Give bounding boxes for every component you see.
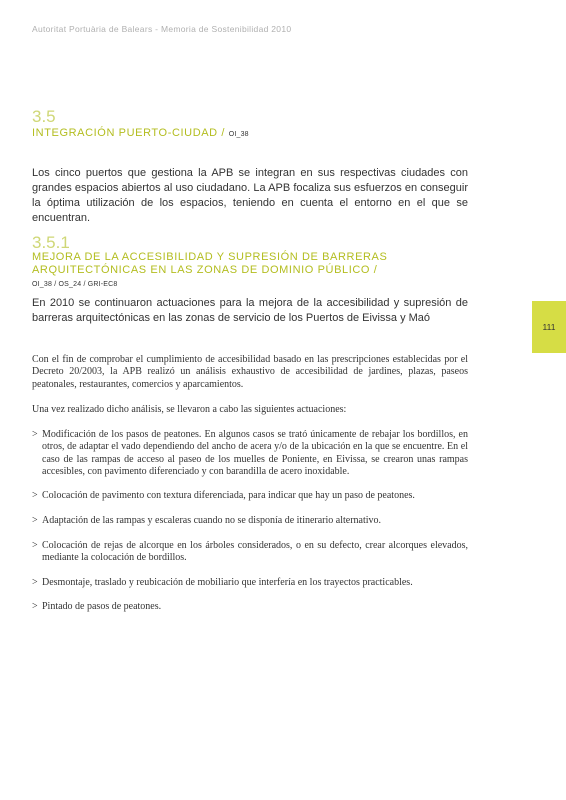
body-paragraph-1: Con el fin de comprobar el cumplimiento de accesibilidad basado en las prescripciones establecidas por el Decreto 20/2003, la APB realizó un análisis exhaustivo de accesibilidad de jardines, plazas, paseos peatonales, restaurantes, comercios y aparcamientos. xyxy=(32,354,468,390)
list-item xyxy=(32,490,468,502)
body-paragraph-2: Una vez realizado dicho análisis, se llevaron a cabo las siguientes actuaciones: xyxy=(32,404,347,415)
list-item-text: Pintado de pasos de peatones. xyxy=(42,601,162,613)
subsection-lead-paragraph: En 2010 se continuaron actuaciones para la mejora de la accesibilidad y supresión de barreras arquitectónicas en las zonas de servicio de los Puertos de Eivissa y Maó xyxy=(32,297,468,324)
subsection-codes: OI_38 / OS_24 / GRI-EC8 xyxy=(32,281,118,288)
list-item xyxy=(32,429,468,478)
section-code: OI_38 xyxy=(228,131,249,138)
section-lead-paragraph: Los cinco puertos que gestiona la APB se integran en sus respectivas ciudades con grandes espacios abiertos al uso ciudadano. La APB focaliza sus esfuerzos en conseguir la óptima utilización de los espacios, teniendo en cuenta el entorno en el que se encuentran. xyxy=(32,167,468,224)
section-title xyxy=(32,127,249,141)
subsection-title xyxy=(32,251,392,291)
bullet-marker: > xyxy=(32,601,38,613)
list-item-text: Modificación de los pasos de peatones. En algunos casos se trató únicamente de rebajar los bordillos, en otros, de adaptar el vado dependiendo del ancho de acera y/o de la ubicación en la que se encuentre. En el caso de las rampas de acceso al paseo de los muelles de Poniente, en Eivissa, se crearon unas rampas accesibles, con pavimento diferenciado y con barandilla de acero inoxidable. xyxy=(42,429,468,477)
list-item-text: Desmontaje, traslado y reubicación de mobiliario que interfería en los trayectos practicables. xyxy=(42,576,413,588)
list-item xyxy=(32,601,468,613)
list-item xyxy=(32,577,468,589)
bullet-marker: > xyxy=(32,490,38,502)
bullet-marker: > xyxy=(32,515,38,527)
section-number: 3.5 xyxy=(32,107,56,126)
list-item xyxy=(32,540,468,565)
list-item-text: Colocación de pavimento con textura diferenciada, para indicar que hay un paso de peatones. xyxy=(42,490,415,502)
page-number: 111 xyxy=(542,322,556,332)
running-header: Autoritat Portuària de Balears - Memoria de Sostenibilidad 2010 xyxy=(32,24,292,34)
list-item-text: Colocación de rejas de alcorque en los árboles considerados, o en su defecto, crear alcorques elevados, mediante la colocación de bordillos. xyxy=(42,539,468,563)
list-item-text: Adaptación de las rampas y escaleras cuando no se disponía de itinerario alternativo. xyxy=(42,515,382,527)
subsection-number: 3.5.1 xyxy=(32,233,70,252)
section-title-text: INTEGRACIÓN PUERTO-CIUDAD / xyxy=(32,127,226,139)
subsection-title-text: MEJORA DE LA ACCESIBILIDAD Y SUPRESIÓN DE BARRERAS ARQUITECTÓNICAS EN LAS ZONAS DE DOMINIO PÚBLICO / xyxy=(32,251,388,276)
bullet-marker: > xyxy=(32,429,38,440)
actions-list xyxy=(32,429,468,626)
bullet-marker: > xyxy=(32,539,38,551)
bullet-marker: > xyxy=(32,576,38,588)
page-number-tab xyxy=(532,301,566,353)
list-item xyxy=(32,515,468,527)
